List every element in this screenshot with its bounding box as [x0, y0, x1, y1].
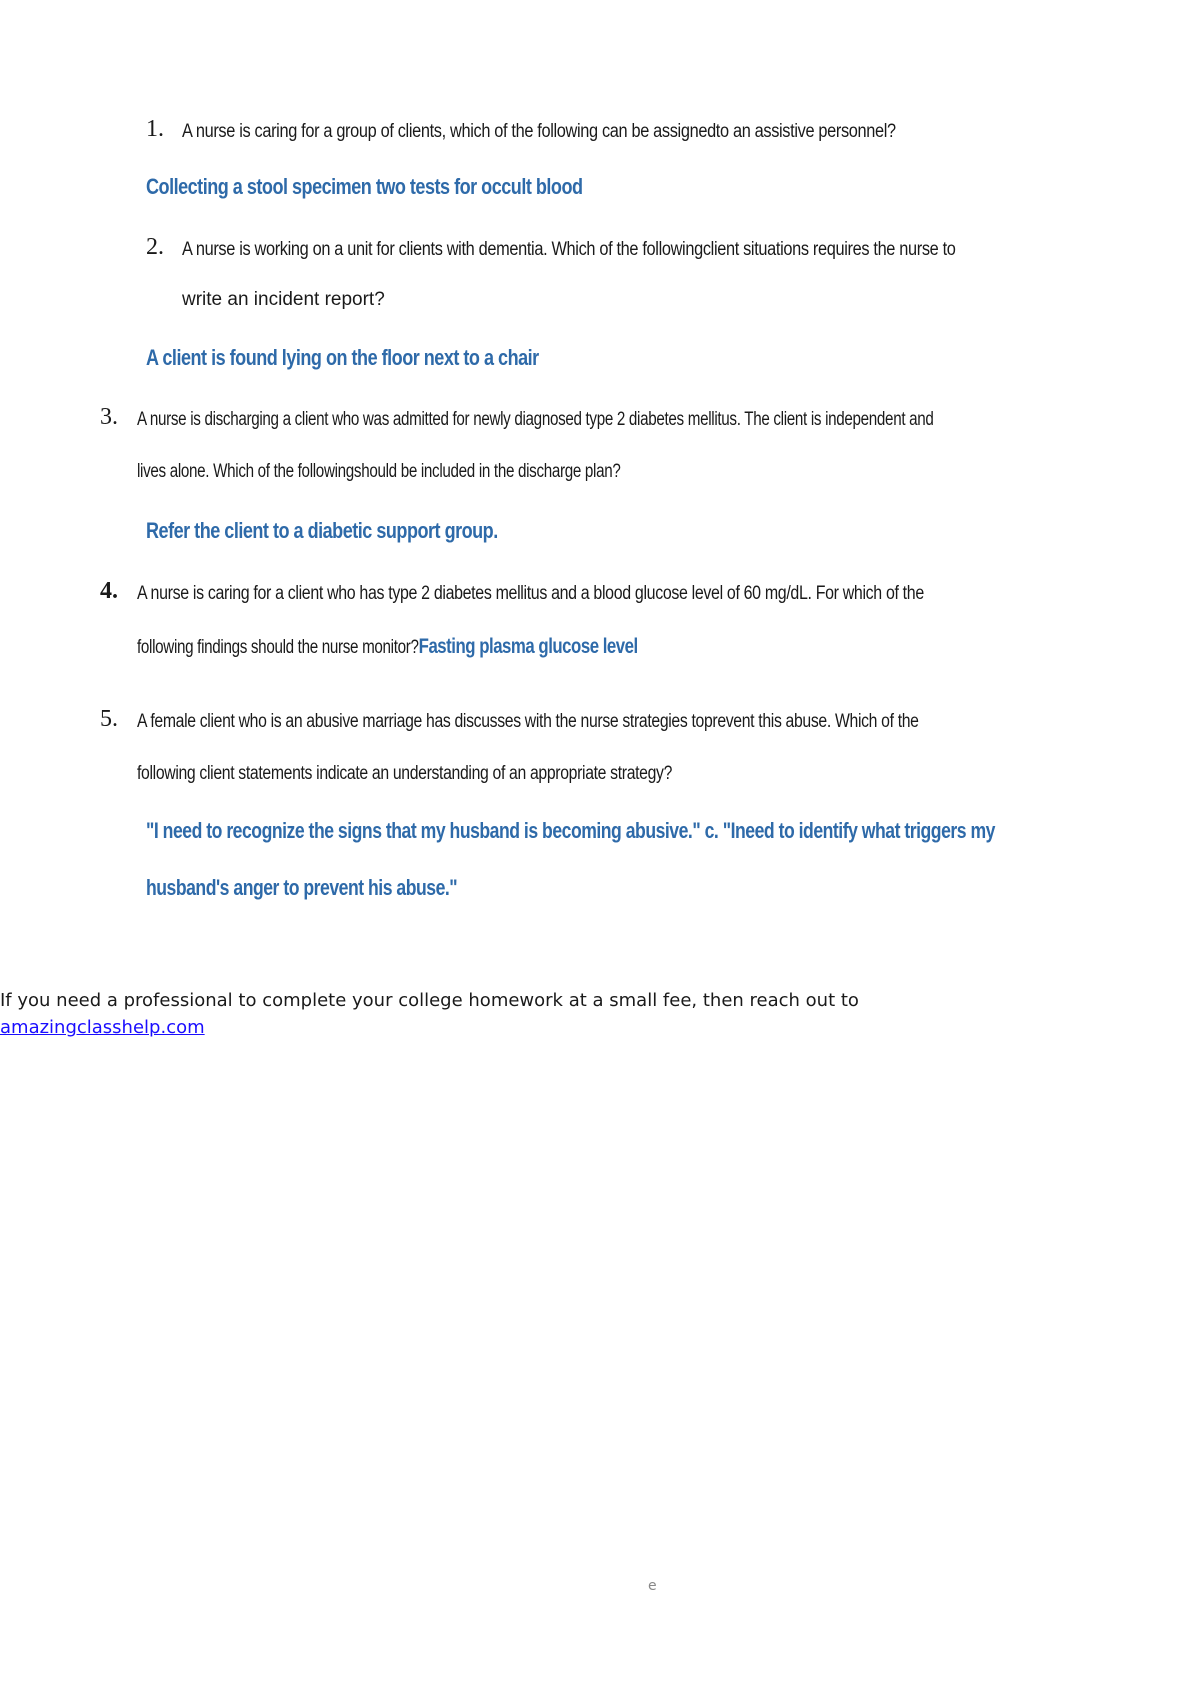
footer-link[interactable]: amazingclasshelp.com: [0, 1017, 205, 1038]
question-text: A nurse is discharging a client who was admitted for newly diagnosed type 2 diabetes mellitus. The client is independent and: [137, 409, 934, 430]
question-text-part: following findings should the nurse monitor?: [137, 637, 419, 658]
question-text-continued: lives alone. Which of the followingshould be included in the discharge plan?: [137, 461, 621, 482]
question-text-continued: [137, 635, 638, 659]
answer-text: Fasting plasma glucose level: [418, 635, 638, 658]
question-text: A nurse is working on a unit for clients with dementia. Which of the followingclient situations requires the nurse to: [182, 239, 956, 260]
question-number: 1.: [146, 116, 164, 142]
page-mark: e: [648, 1578, 657, 1594]
question-number: 2.: [146, 234, 164, 260]
question-text-continued: following client statements indicate an understanding of an appropriate strategy?: [137, 763, 673, 784]
question-text: A nurse is caring for a group of clients, which of the following can be assignedto an assistive personnel?: [182, 121, 896, 142]
footer-text: If you need a professional to complete your college homework at a small fee, then reach out to: [0, 990, 859, 1011]
question-text-continued: write an incident report?: [182, 289, 385, 310]
answer-text: Refer the client to a diabetic support group.: [146, 518, 498, 543]
answer-text: A client is found lying on the floor next to a chair: [146, 345, 539, 370]
question-number: 5.: [100, 706, 118, 732]
question-text: A female client who is an abusive marriage has discusses with the nurse strategies toprevent this abuse. Which of the: [137, 711, 919, 732]
question-number: 4.: [100, 578, 118, 604]
answer-text: Collecting a stool specimen two tests for occult blood: [146, 174, 583, 199]
answer-text-continued: husband's anger to prevent his abuse.": [146, 875, 458, 900]
question-number: 3.: [100, 404, 118, 430]
question-text: A nurse is caring for a client who has type 2 diabetes mellitus and a blood glucose level of 60 mg/dL. For which of the: [137, 583, 924, 604]
answer-text: "I need to recognize the signs that my husband is becoming abusive." c. "Ineed to identify what triggers my: [146, 818, 995, 843]
